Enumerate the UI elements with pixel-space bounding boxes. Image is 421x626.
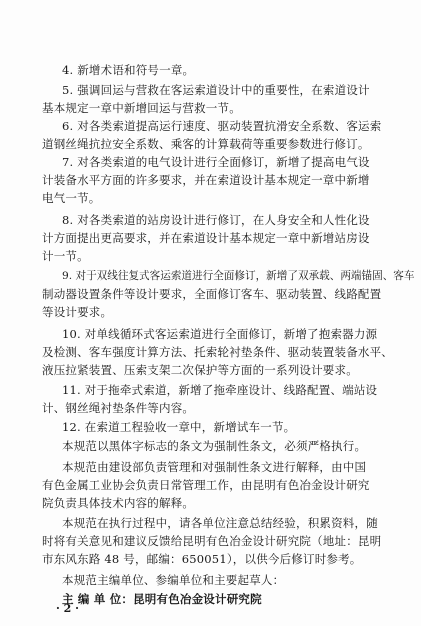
drafters-intro: 本规范主编单位、参编单位和主要起草人：: [62, 573, 285, 587]
item-7-line-2: 计装备水平方面的许多要求，并在索道设计基本规定一章中新增: [42, 173, 370, 187]
feedback-line-2: 时将有关意见和建议反馈给昆明有色冶金设计研究院（地址：昆明: [42, 534, 382, 548]
item-7-line-1: 7. 对各类索道的电气设计进行全面修订，新增了提高电气设: [62, 155, 370, 169]
management-line-1: 本规范由建设部负责管理和对强制性条文进行解释，由中国: [62, 460, 367, 474]
item-7-line-3: 电气一节。: [42, 191, 101, 205]
feedback-line-3: 市东风东路 48 号，邮编：650051），以供今后修订时参考。: [42, 552, 362, 566]
page-number: · 2 ·: [56, 602, 79, 615]
mandatory-note: 本规范以黑体字标志的条文为强制性条文，必须严格执行。: [62, 439, 367, 453]
item-8-line-1: 8. 对各类索道的站房设计进行修订，在人身安全和人性化设: [62, 213, 370, 227]
item-9-line-2: 制动器设置条件等设计要求，全面修订客车、驱动装置、线路配置: [42, 287, 382, 301]
item-8-line-3: 计一节。: [42, 249, 89, 263]
item-9-line-1: 9. 对于双线往复式客运索道进行全面修订，新增了双承载、两端锚固、客车: [62, 270, 415, 282]
item-10-line-1: 10. 对单线循环式客运索道进行全面修订，新增了抱索器力源: [62, 327, 378, 341]
item-6-line-2: 道钢丝绳抗拉安全系数、乘客的计算载荷等重要参数进行修订。: [42, 137, 370, 151]
management-line-3: 院负责具体技术内容的解释。: [42, 496, 195, 510]
chief-editor-unit: 主 编 单 位：昆明有色冶金设计研究院: [62, 592, 262, 606]
item-5-line-1: 5. 强调回运与营救在客运索道设计中的重要性，在索道设计: [62, 83, 370, 97]
item-6-line-1: 6. 对各类索道提高运行速度、驱动装置抗滑安全系数、客运索: [62, 119, 382, 133]
item-5-line-2: 基本规定一章中新增回运与营救一节。: [42, 101, 241, 115]
item-9-line-3: 等设计要求。: [42, 305, 113, 319]
item-10-line-3: 液压拉紧装置、压索支架二次保护等方面的一系列设计要求。: [42, 363, 358, 377]
item-12: 12. 在索道工程验收一章中，新增试车一节。: [62, 420, 296, 434]
item-10-line-2: 及检测、客车强度计算方法、托索轮衬垫条件、驱动装置装备水平、: [42, 345, 393, 359]
item-4: 4. 新增术语和符号一章。: [62, 63, 195, 77]
item-8-line-2: 计方面提出更高要求，并在索道设计基本规定一章中新增站房设: [42, 231, 370, 245]
item-11-line-1: 11. 对于拖牵式索道，新增了拖牵座设计、线路配置、端站设: [62, 383, 378, 397]
item-11-line-2: 计、钢丝绳衬垫条件等内容。: [42, 401, 195, 415]
management-line-2: 有色金属工业协会负责日常管理工作，由昆明有色冶金设计研究: [42, 478, 370, 492]
feedback-line-1: 本规范在执行过程中，请各单位注意总结经验，积累资料，随: [62, 516, 378, 530]
